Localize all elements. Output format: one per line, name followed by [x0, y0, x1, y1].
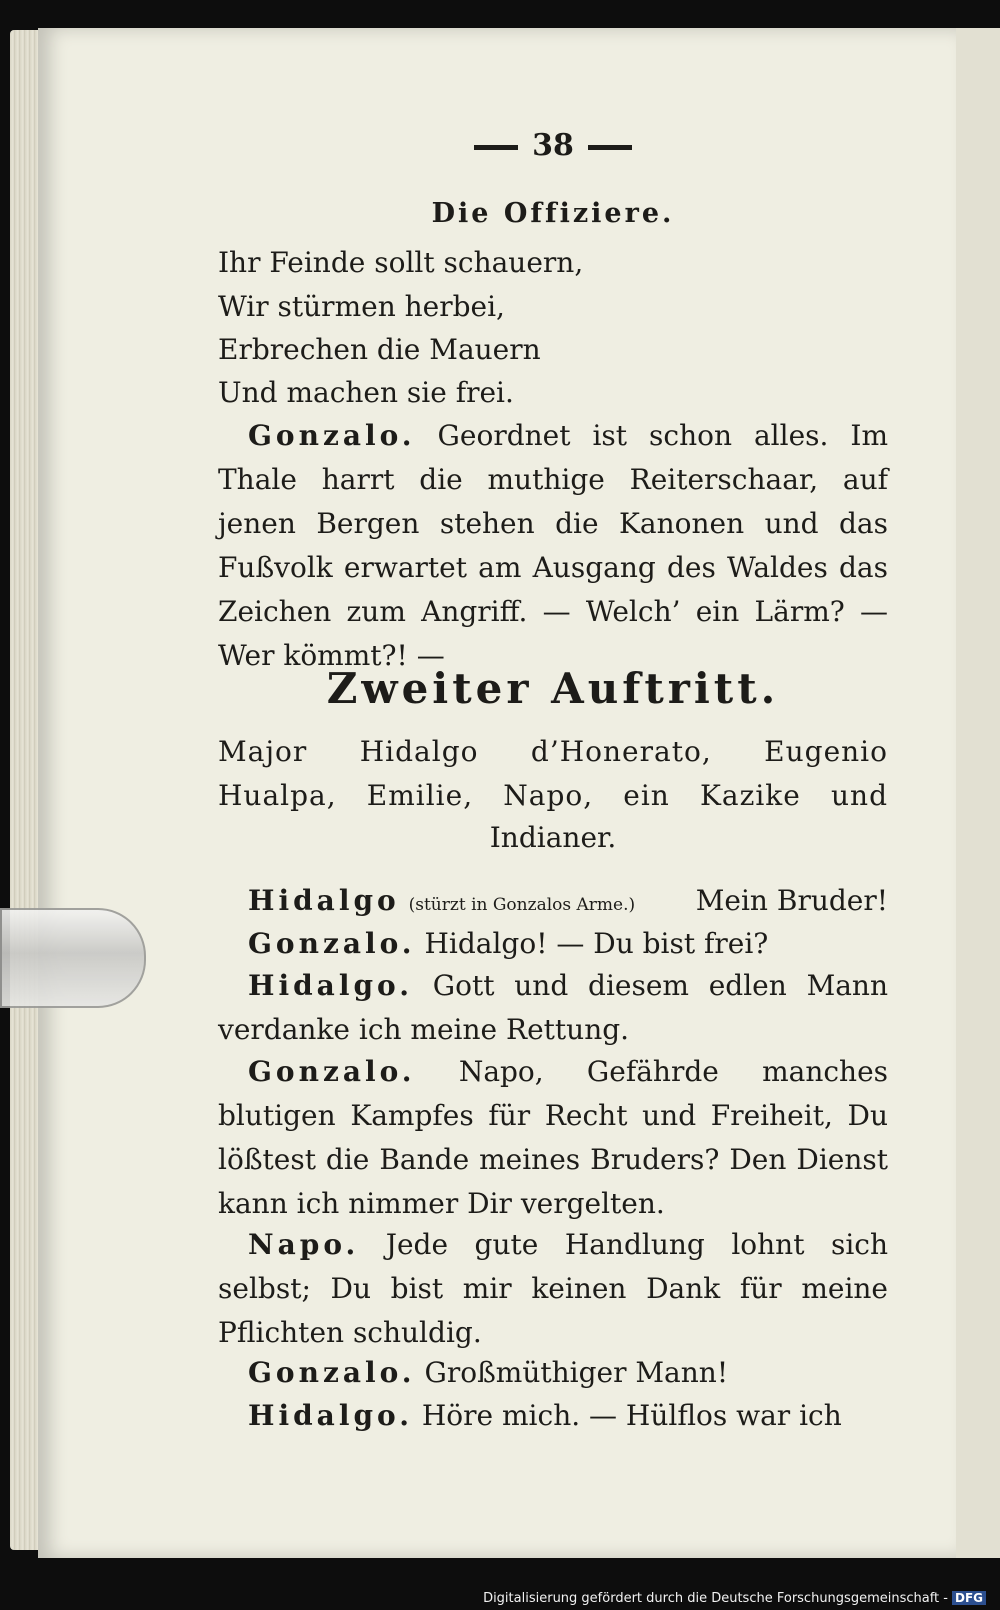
speaker-name: Gonzalo. [248, 419, 416, 452]
cast-line-2: Hualpa, Emilie, Napo, ein Kazike und [218, 779, 888, 812]
speaker-name: Hidalgo [248, 884, 400, 917]
verse-line-4: Und machen sie frei. [218, 376, 514, 409]
digitization-footer [483, 1591, 986, 1606]
speaker-name: Gonzalo. [248, 1055, 416, 1088]
page-number: 38 [218, 128, 888, 163]
dialogue-gonzalo-2 [218, 921, 888, 966]
verse-line-2: Wir stürmen herbei, [218, 290, 505, 323]
verse-line-3: Erbrechen die Mauern [218, 333, 541, 366]
dash-right [588, 145, 632, 150]
dialogue-text: Großmüthiger Mann! [424, 1356, 729, 1389]
dialogue-text: Napo, Gefährde manches blutigen Kampfes für Recht und Freiheit, Du lößtest die Bande meines Bruders? Den Dienst kann ich nimmer Dir vergelten. [218, 1055, 889, 1220]
footer-text: Digitalisierung gefördert durch die Deutsche Forschungsgemeinschaft - [483, 1591, 948, 1606]
book-clip [0, 908, 146, 1008]
verse-line-1: Ihr Feinde sollt schauern, [218, 246, 584, 279]
next-page-edge [956, 28, 1000, 1558]
speaker-name: Hidalgo. [248, 969, 413, 1002]
cast-line-1: Major Hidalgo d’Honerato, Eugenio [218, 735, 888, 768]
speaker-heading-officers: Die Offiziere. [431, 198, 675, 229]
dialogue-text: Geordnet ist schon alles. Im Thale harrt die muthige Reiterschaar, auf jenen Bergen stehen die Kanonen und das Fußvolk erwartet am Ausgang des Waldes das Zeichen zum Angriff. — Welch’ ein Lärm? — Wer kömmt?! — [218, 419, 889, 672]
dialogue-hidalgo-3 [218, 1393, 888, 1438]
dialogue-text: Jede gute Handlung lohnt sich selbst; Du bist mir keinen Dank für meine Pflichten schuldig. [218, 1228, 888, 1349]
speaker-name: Hidalgo. [248, 1399, 413, 1432]
dash-left [474, 145, 518, 150]
dialogue-text: Hidalgo! — Du bist frei? [424, 927, 769, 960]
dialogue-text: Höre mich. — Hülflos war ich [421, 1399, 842, 1432]
dialogue-text: Mein Bruder! [695, 884, 888, 917]
scene-title: Zweiter Auftritt. [326, 664, 780, 713]
dialogue-gonzalo-4 [218, 1350, 888, 1395]
speaker-name: Gonzalo. [248, 1356, 416, 1389]
cast-line-3: Indianer. [489, 821, 617, 854]
dialogue-gonzalo-3 [218, 1050, 888, 1226]
speaker-name: Gonzalo. [248, 927, 416, 960]
speaker-name: Napo. [248, 1228, 360, 1261]
dialogue-text: Gott und diesem edlen Mann verdanke ich meine Rettung. [218, 969, 888, 1046]
dialogue-hidalgo-2 [218, 964, 888, 1052]
dialogue-gonzalo-1 [218, 414, 888, 678]
stage-direction: (stürzt in Gonzalos Arme.) [408, 895, 636, 915]
dfg-logo: DFG [952, 1591, 986, 1605]
dialogue-napo-1 [218, 1223, 888, 1355]
